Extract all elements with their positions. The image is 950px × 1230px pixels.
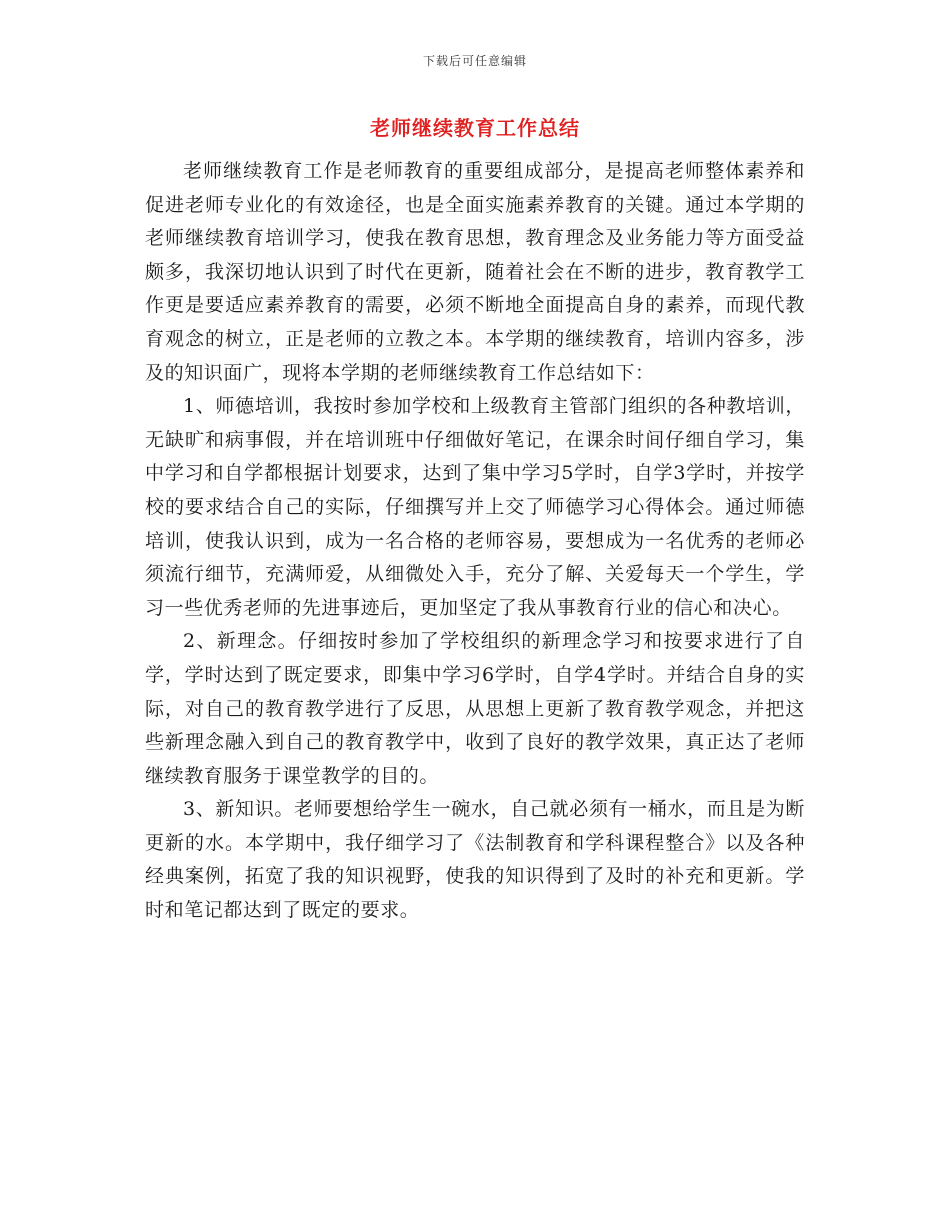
document-title: 老师继续教育工作总结 <box>370 116 580 140</box>
paragraph-intro: 老师继续教育工作是老师教育的重要组成部分，是提高老师整体素养和促进老师专业化的有效途径，也是全面实施素养教育的关键。通过本学期的老师继续教育培训学习，使我在教育思想，教育理念及业务能力等方面受益颇多，我深切地认识到了时代在更新，随着社会在不断的进步，教育教学工作更是要适应素养教育的需要，必须不断地全面提高自身的素养，而现代教育观念的树立，正是老师的立教之本。本学期的继续教育，培训内容多，涉及的知识面广，现将本学期的老师继续教育工作总结如下： <box>145 160 805 384</box>
paragraph-new-concepts: 2、新理念。仔细按时参加了学校组织的新理念学习和按要求进行了自学，学时达到了既定要求，即集中学习6学时，自学4学时。并结合自身的实际，对自己的教育教学进行了反思，从思想上更新了教育教学观念，并把这些新理念融入到自己的教育教学中，收到了良好的教学效果，真正达了老师继续教育服务于课堂教学的目的。 <box>145 630 805 787</box>
paragraph-ethics-training: 1、师德培训，我按时参加学校和上级教育主管部门组织的各种教培训，无缺旷和病事假，并在培训班中仔细做好笔记，在课余时间仔细自学习，集中学习和自学都根据计划要求，达到了集中学习5学时，自学3学时，并按学校的要求结合自己的实际，仔细撰写并上交了师德学习心得体会。通过师德培训，使我认识到，成为一名合格的老师容易，要想成为一名优秀的老师必须流行细节，充满师爱，从细微处入手，充分了解、关爱每天一个学生，学习一些优秀老师的先进事迹后，更加坚定了我从事教育行业的信心和决心。 <box>145 395 805 619</box>
document-body <box>145 155 805 928</box>
paragraph-new-knowledge: 3、新知识。老师要想给学生一碗水，自己就必须有一桶水，而且是为断更新的水。本学期中，我仔细学习了《法制教育和学科课程整合》以及各种经典案例，拓宽了我的知识视野，使我的知识得到了及时的补充和更新。学时和笔记都达到了既定的要求。 <box>145 798 805 922</box>
header-note: 下载后可任意编辑 <box>422 54 527 68</box>
